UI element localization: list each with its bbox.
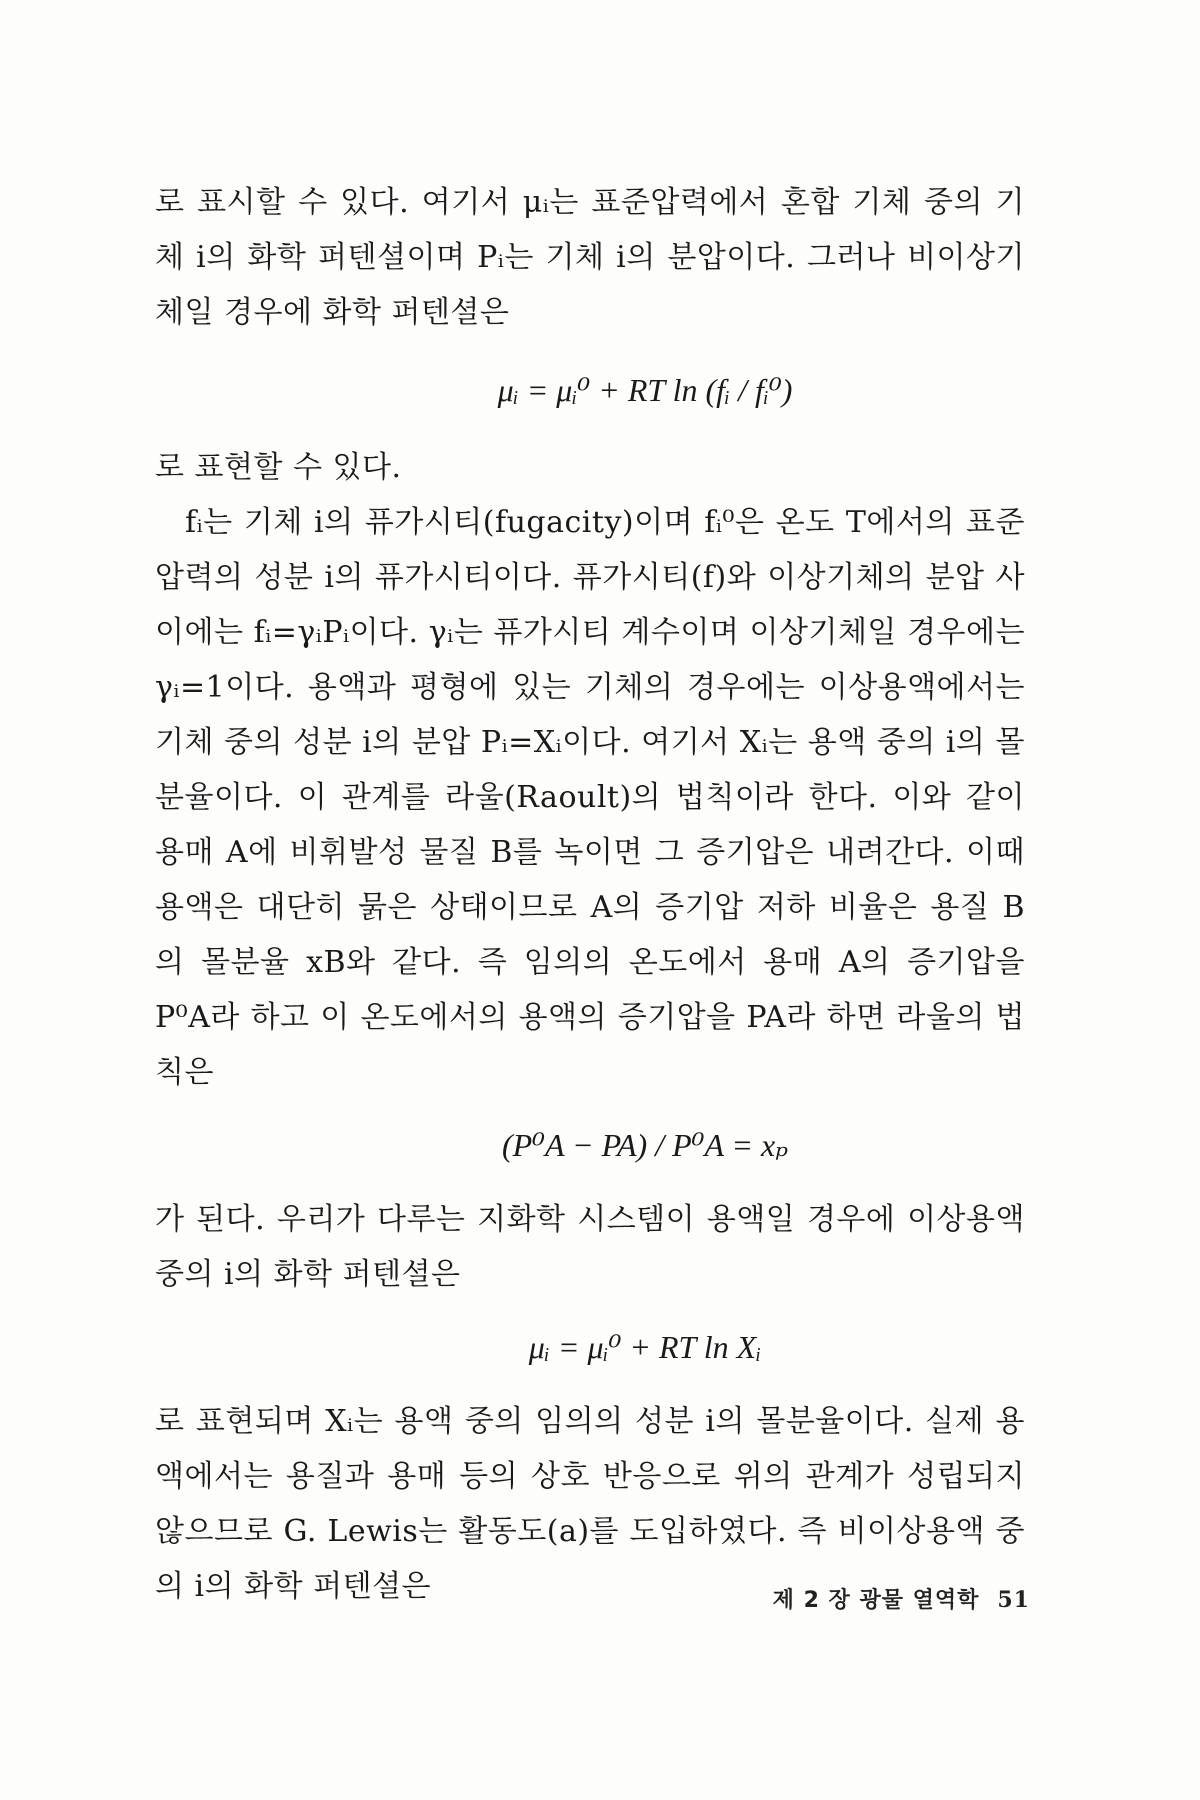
paragraph-4: 가 된다. 우리가 다루는 지화학 시스템이 용액일 경우에 이상용액 중의 i의 화학 퍼텐셜은 [155,1202,1025,1292]
chapter-title: 제 2 장 광물 열역학 [772,1588,980,1613]
paragraph-2: 로 표현할 수 있다. [155,450,402,485]
page-body [155,175,1025,1614]
page-number: 51 [997,1587,1030,1613]
paragraph-3: fᵢ는 기체 i의 퓨가시티(fugacity)이며 fᵢ⁰은 온도 T에서의 표준압력의 성분 i의 퓨가시티이다. 퓨가시티(f)와 이상기체의 분압 사이에는 fᵢ=γᵢPᵢ이다. γᵢ는 퓨가시티 계수이며 이상기체일 경우에는 γᵢ=1이다. 용액과 평형에 있는 기체의 경우에는 이상용액에서는 기체 중의 성분 i의 분압 Pᵢ=Xᵢ이다. 여기서 Xᵢ는 용액 중의 i의 몰분율이다. 이 관계를 라울(Raoult)의 법칙이라 한다. 이와 같이 용매 A에 비휘발성 물질 B를 녹이면 그 증기압은 내려간다. 이때 용액은 대단히 묽은 상태이므로 A의 증기압 저하 비율은 용질 B의 몰분율 xB와 같다. 즉 임의의 온도에서 용매 A의 증기압을 P⁰A라 하고 이 온도에서의 용액의 증기압을 PA라 하면 라울의 법칙은 [155,505,1025,1090]
paragraph-5: 로 표현되며 Xᵢ는 용액 중의 임의의 성분 i의 몰분율이다. 실제 용액에서는 용질과 용매 등의 상호 반응으로 위의 관계가 성립되지 않으므로 G. Lewis는 활동도(a)를 도입하였다. 즉 비이상용액 중의 i의 화학 퍼텐셜은 [155,1404,1025,1604]
chemical-potential-fugacity-equation: μᵢ = μᵢ⁰ + RT ln (fᵢ / fᵢ⁰) [497,372,793,408]
ideal-solution-potential-equation: μᵢ = μᵢ⁰ + RT ln Xᵢ [528,1329,762,1365]
raoult-law-equation: (P⁰A − PA) / P⁰A = xₚ [501,1127,789,1163]
paragraph-1: 로 표시할 수 있다. 여기서 μᵢ는 표준압력에서 혼합 기체 중의 기체 i의 화학 퍼텐셜이며 Pᵢ는 기체 i의 분압이다. 그러나 비이상기체일 경우에 화학 퍼텐셜은 [155,185,1025,330]
running-footer [773,1583,1030,1614]
